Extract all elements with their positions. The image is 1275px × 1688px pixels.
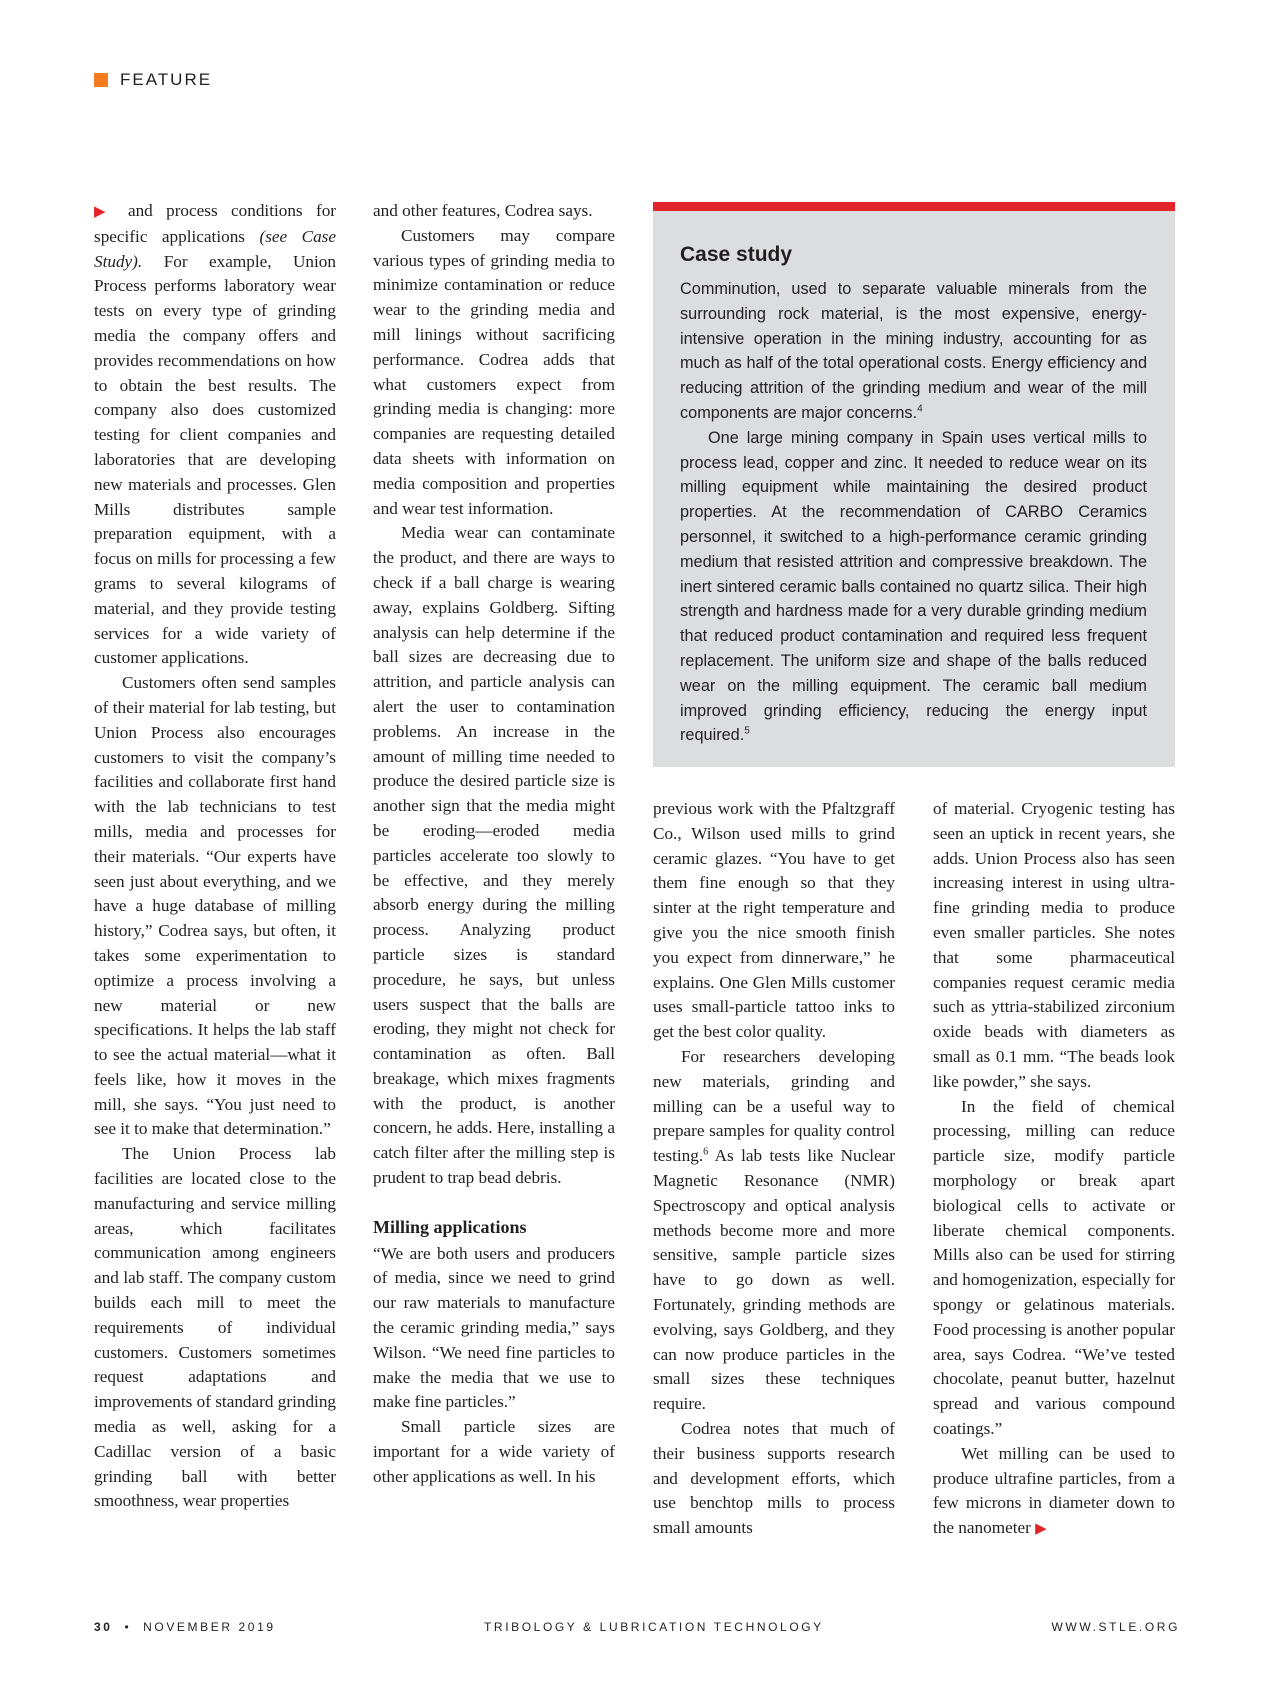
section-square-icon xyxy=(94,73,108,87)
paragraph xyxy=(653,1045,895,1417)
footer-left xyxy=(94,1620,276,1634)
paragraph-text: and process conditions for specific applications xyxy=(94,201,337,246)
paragraph-text: As lab tests like Nuclear Magnetic Resonance (NMR) Spectroscopy and optical analysis methods become more and more sensitive, sample particle sizes have to go down as well. Fortunately, grinding methods are evolving, says Goldberg, and they can now produce particles in the small sizes these techniques require. xyxy=(653,1146,895,1414)
case-study-body xyxy=(680,277,1147,748)
paragraph xyxy=(94,199,336,671)
paragraph: previous work with the Pfaltzgraff Co., Wilson used mills to grind ceramic glazes. “You have to get them fine enough so that they sinter at the right temperature and give you the nice smooth finish you expect from dinnerware,” he explains. One Glen Mills customer uses small-particle tattoo inks to get the best color quality. xyxy=(653,799,895,1042)
paragraph-text: Comminution, used to separate valuable minerals from the surrounding rock material, is the most expensive, energy-intensive operation in the mining industry, accounting for as much as half of the total operational costs. Energy efficiency and reducing attrition of the grinding medium and wear of the mill components are major concerns. xyxy=(680,280,1147,422)
section-header xyxy=(94,69,212,91)
paragraph: Customers often send samples of their material for lab testing, but Union Process also encourages customers to visit the company’s facilities and collaborate first hand with the lab technicians to test mills, media and processes for their materials. “Our experts have seen just about everything, and we have a huge database of milling history,” Codrea says, but often, it takes some experimentation to optimize a process involving a new material or new specifications. It helps the lab staff to see the actual material—what it feels like, how it moves in the mill, she says. “You just need to see it to make that determination.” xyxy=(94,673,336,1139)
paragraph xyxy=(680,277,1147,426)
subheading: Milling applications xyxy=(373,1216,527,1237)
footer-separator: • xyxy=(124,1620,132,1634)
footnote-ref: 5 xyxy=(744,725,750,737)
section-label: FEATURE xyxy=(120,70,213,89)
paragraph-text: Wet milling can be used to produce ultrafine particles, from a few microns in diameter down to the nanometer xyxy=(933,1443,1175,1538)
case-study-title: Case study xyxy=(680,243,793,266)
paragraph: Media wear can contaminate the product, and there are ways to check if a ball charge is wearing away, explains Goldberg. Sifting analysis can help determine if the ball sizes are decreasing due to attrition, and particle analysis can alert the user to contamination problems. An increase in the amount of milling time needed to produce the desired particle size is another sign that the media might be eroding—eroded media particles accelerate too slowly to be effective, and they merely absorb energy during the milling process. Analyzing product particle sizes is standard procedure, he says, but unless users suspect that the balls are eroding, they might not check for contamination as often. Ball breakage, which mixes fragments with the product, is another concern, he adds. Here, installing a catch filter after the milling step is prudent to trap bead debris. xyxy=(373,523,615,1188)
page-number: 30 xyxy=(94,1620,113,1634)
case-study-box xyxy=(653,202,1175,767)
article-column-2 xyxy=(373,199,615,1490)
footnote-ref: 6 xyxy=(703,1146,709,1158)
paragraph: Codrea notes that much of their business supports research and development efforts, which use benchtop mills to process small amounts xyxy=(653,1418,895,1538)
paragraph: Small particle sizes are important for a wide variety of other applications as well. In his xyxy=(373,1417,615,1486)
paragraph: “We are both users and producers of media, since we need to grind our raw materials to manufacture the ceramic grinding media,” says Wilson. “We need fine particles to make the media that we use to make fine particles.” xyxy=(373,1243,615,1412)
paragraph xyxy=(680,426,1147,748)
continues-arrow-icon: ▶ xyxy=(1035,1521,1047,1538)
article-column-3 xyxy=(653,797,895,1541)
paragraph-text: One large mining company in Spain uses vertical mills to process lead, copper and zinc. It needed to reduce wear on its milling equipment while maintaining the desired product properties. At the recommendation of CARBO Ceramics personnel, it switched to a high-performance ceramic grinding medium that resisted attrition and compressive breakdown. The inert sintered ceramic balls contained no quartz silica. Their high strength and hardness made for a very durable grinding medium that reduced product contamination and required less frequent replacement. The uniform size and shape of the balls reduced wear on the milling equipment. The ceramic ball medium improved grinding efficiency, reducing the energy input required. xyxy=(680,428,1147,745)
continued-arrow-icon: ▶ xyxy=(94,204,115,220)
footnote-ref: 4 xyxy=(917,403,923,415)
website-link[interactable]: WWW.STLE.ORG xyxy=(1051,1620,1180,1634)
paragraph-text: For example, Union Process performs laboratory wear tests on every type of grinding media the company offers and provides recommendations on how to obtain the best results. The company also does customized testing for client companies and laboratories that are developing new materials and processes. Glen Mills distributes sample preparation equipment, with a focus on mills for processing a few grams to several kilograms of material, and they provide testing services for a wide variety of customer applications. xyxy=(94,251,336,668)
article-column-1 xyxy=(94,199,336,1514)
paragraph: Customers may compare various types of grinding media to minimize contamination or reduce wear to the grinding media and mill linings without sacrificing performance. Codrea adds that what customers expect from grinding media is changing: more companies are requesting detailed data sheets with information on media composition and properties and wear test information. xyxy=(373,225,615,518)
paragraph: The Union Process lab facilities are located close to the manufacturing and service milling areas, which facilitates communication among engineers and lab staff. The company custom builds each mill to meet the requirements of individual customers. Customers sometimes request adaptations and improvements of standard grinding media as well, asking for a Cadillac version of a basic grinding ball with better smoothness, wear properties xyxy=(94,1144,337,1511)
article-column-4 xyxy=(933,797,1175,1542)
paragraph: In the field of chemical processing, milling can reduce particle size, modify particle morphology or break apart biological cells to activate or liberate chemical components. Mills also can be used for stirring and homogenization, especially for spongy or gelatinous materials. Food processing is another popular area, says Codrea. “We’ve tested chocolate, peanut butter, hazelnut spread and various compound coatings.” xyxy=(933,1096,1175,1438)
paragraph: and other features, Codrea says. xyxy=(373,201,593,220)
paragraph xyxy=(933,1442,1175,1542)
publication-name: TRIBOLOGY & LUBRICATION TECHNOLOGY xyxy=(484,1620,824,1634)
issue-date: NOVEMBER 2019 xyxy=(143,1620,276,1634)
case-study-reference: (see Case Study). xyxy=(94,226,336,271)
paragraph: of material. Cryogenic testing has seen an uptick in recent years, she adds. Union Process also has seen increasing interest in using ultra-fine grinding media to produce even smaller particles. She notes that some pharmaceutical companies request ceramic media such as yttria-stabilized zirconium oxide beads with diameters as small as 0.1 mm. “The beads look like powder,” she says. xyxy=(933,799,1175,1091)
paragraph-text: For researchers developing new materials, grinding and milling can be a useful way to prepare samples for quality control testing. xyxy=(653,1046,895,1166)
